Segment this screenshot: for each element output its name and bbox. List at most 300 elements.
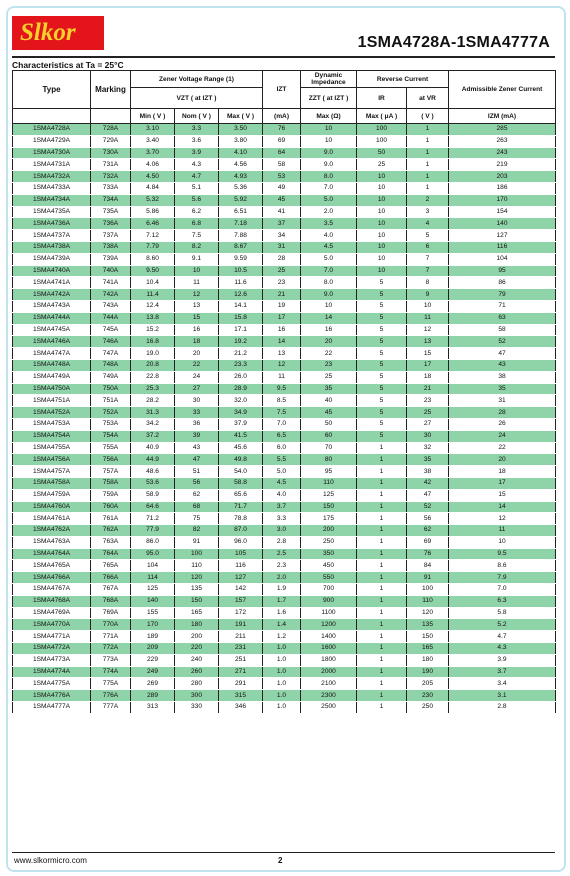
table-cell: 220 (175, 643, 219, 655)
table-cell: 1SMA4754A (13, 430, 91, 442)
table-row (13, 477, 556, 489)
table-cell: 1 (407, 182, 449, 194)
table-cell: 5.1 (175, 182, 219, 194)
table-cell: 738A (91, 241, 131, 253)
table-cell: 41 (263, 206, 301, 218)
table-row (13, 383, 556, 395)
table-cell: 110 (175, 560, 219, 572)
table-cell: 80 (301, 454, 357, 466)
table-cell: 205 (407, 678, 449, 690)
table-cell: 21 (263, 289, 301, 301)
table-cell: 315 (219, 690, 263, 702)
table-row (13, 595, 556, 607)
table-row (13, 489, 556, 501)
table-cell: 26.0 (219, 371, 263, 383)
table-cell: 1SMA4776A (13, 690, 91, 702)
table-cell: 175 (301, 513, 357, 525)
table-cell: 28.2 (131, 395, 175, 407)
table-row (13, 159, 556, 171)
table-cell: 2500 (301, 702, 357, 714)
table-cell: 31.3 (131, 407, 175, 419)
table-cell: 10 (357, 171, 407, 183)
unit-izm: IZM (mA) (449, 109, 556, 124)
table-cell: 45 (301, 407, 357, 419)
table-cell: 7.0 (449, 584, 556, 596)
col-izt: IZT (263, 71, 301, 109)
table-cell: 200 (175, 631, 219, 643)
table-cell: 754A (91, 430, 131, 442)
table-cell: 1SMA4764A (13, 548, 91, 560)
table-cell: 753A (91, 418, 131, 430)
table-cell: 64 (263, 147, 301, 159)
table-cell: 765A (91, 560, 131, 572)
table-cell: 35 (407, 454, 449, 466)
table-cell: 1SMA4747A (13, 348, 91, 360)
table-cell: 6.46 (131, 218, 175, 230)
table-cell: 1SMA4742A (13, 289, 91, 301)
table-cell: 1SMA4750A (13, 383, 91, 395)
table-cell: 71 (449, 300, 556, 312)
table-cell: 50 (357, 147, 407, 159)
table-cell: 11 (449, 525, 556, 537)
table-cell: 7.79 (131, 241, 175, 253)
table-cell: 3.9 (449, 654, 556, 666)
table-cell: 110 (407, 595, 449, 607)
table-cell: 3.70 (131, 147, 175, 159)
table-cell: 269 (131, 678, 175, 690)
table-cell: 1SMA4752A (13, 407, 91, 419)
table-cell: 25 (407, 407, 449, 419)
table-cell: 31 (263, 241, 301, 253)
table-cell: 773A (91, 654, 131, 666)
table-cell: 2 (407, 194, 449, 206)
table-cell: 75 (175, 513, 219, 525)
table-cell: 13.8 (131, 312, 175, 324)
table-cell: 769A (91, 607, 131, 619)
table-cell: 191 (219, 619, 263, 631)
table-row (13, 147, 556, 159)
table-cell: 770A (91, 619, 131, 631)
table-cell: 2.8 (263, 536, 301, 548)
table-cell: 285 (449, 124, 556, 136)
table-cell: 10 (357, 253, 407, 265)
table-cell: 1 (357, 607, 407, 619)
table-cell: 7.88 (219, 230, 263, 242)
table-cell: 76 (263, 124, 301, 136)
table-cell: 1SMA4773A (13, 654, 91, 666)
table-cell: 1SMA4777A (13, 702, 91, 714)
table-cell: 6.5 (263, 430, 301, 442)
table-cell: 64.6 (131, 501, 175, 513)
table-cell: 105 (219, 548, 263, 560)
table-cell: 280 (175, 678, 219, 690)
table-cell: 776A (91, 690, 131, 702)
table-cell: 25 (263, 265, 301, 277)
table-cell: 62 (407, 525, 449, 537)
table-cell: 25 (357, 159, 407, 171)
table-row (13, 678, 556, 690)
table-cell: 728A (91, 124, 131, 136)
table-cell: 41.5 (219, 430, 263, 442)
table-cell: 23.3 (219, 359, 263, 371)
table-cell: 1200 (301, 619, 357, 631)
table-cell: 165 (175, 607, 219, 619)
table-cell: 34.9 (219, 407, 263, 419)
table-cell: 26 (449, 418, 556, 430)
table-cell: 76 (407, 548, 449, 560)
table-cell: 1 (357, 513, 407, 525)
table-cell: 300 (175, 690, 219, 702)
table-cell: 4.93 (219, 171, 263, 183)
table-cell: 1 (357, 536, 407, 548)
table-row (13, 525, 556, 537)
table-cell: 100 (175, 548, 219, 560)
table-cell: 17 (449, 477, 556, 489)
table-cell: 53.6 (131, 477, 175, 489)
table-cell: 1SMA4740A (13, 265, 91, 277)
table-cell: 1SMA4731A (13, 159, 91, 171)
table-cell: 747A (91, 348, 131, 360)
table-cell: 28 (263, 253, 301, 265)
table-cell: 4.0 (301, 230, 357, 242)
table-cell: 1SMA4748A (13, 359, 91, 371)
table-cell: 3.7 (263, 501, 301, 513)
table-cell: 56 (175, 477, 219, 489)
table-cell: 4.84 (131, 182, 175, 194)
table-row (13, 241, 556, 253)
table-cell: 10 (357, 218, 407, 230)
table-cell: 8.0 (301, 277, 357, 289)
table-cell: 65.6 (219, 489, 263, 501)
table-cell: 1 (357, 525, 407, 537)
table-cell: 17.1 (219, 324, 263, 336)
table-row (13, 501, 556, 513)
table-row (13, 336, 556, 348)
page-header (12, 16, 550, 56)
table-cell: 135 (407, 619, 449, 631)
table-cell: 745A (91, 324, 131, 336)
table-cell: 189 (131, 631, 175, 643)
table-cell: 10 (449, 536, 556, 548)
table-row (13, 654, 556, 666)
table-cell: 9.59 (219, 253, 263, 265)
table-cell: 20 (301, 336, 357, 348)
table-cell: 127 (449, 230, 556, 242)
table-cell: 140 (131, 595, 175, 607)
table-row (13, 324, 556, 336)
table-cell: 135 (175, 584, 219, 596)
table-cell: 43 (449, 359, 556, 371)
table-cell: 755A (91, 442, 131, 454)
table-cell: 8.60 (131, 253, 175, 265)
table-cell: 1 (407, 135, 449, 147)
table-cell: 1SMA4746A (13, 336, 91, 348)
table-cell: 2.0 (263, 572, 301, 584)
table-cell: 11 (407, 312, 449, 324)
table-cell: 1 (357, 654, 407, 666)
table-cell: 28.9 (219, 383, 263, 395)
table-cell: 5 (357, 371, 407, 383)
table-cell: 1400 (301, 631, 357, 643)
table-cell: 1 (357, 666, 407, 678)
table-row (13, 466, 556, 478)
table-cell: 7.0 (301, 182, 357, 194)
table-cell: 170 (131, 619, 175, 631)
table-row (13, 312, 556, 324)
table-cell: 8.5 (263, 395, 301, 407)
table-cell: 1SMA4761A (13, 513, 91, 525)
table-cell: 1SMA4735A (13, 206, 91, 218)
table-cell: 7 (407, 265, 449, 277)
table-cell: 1.7 (263, 595, 301, 607)
table-row (13, 300, 556, 312)
table-cell: 38 (449, 371, 556, 383)
table-cell: 100 (357, 124, 407, 136)
table-cell: 763A (91, 536, 131, 548)
table-cell: 16.8 (131, 336, 175, 348)
table-cell: 10 (301, 300, 357, 312)
table-cell: 14 (449, 501, 556, 513)
table-cell: 5 (357, 324, 407, 336)
table-cell: 172 (219, 607, 263, 619)
table-row (13, 702, 556, 714)
table-cell: 12 (175, 289, 219, 301)
table-cell: 3.80 (219, 135, 263, 147)
unit-type-blank (13, 109, 91, 124)
col-at-vr: at VR (407, 88, 449, 109)
table-cell: 3.50 (219, 124, 263, 136)
table-cell: 30 (407, 430, 449, 442)
col-marking: Marking (91, 71, 131, 109)
table-cell: 1800 (301, 654, 357, 666)
unit-nom: Nom ( V ) (175, 109, 219, 124)
table-cell: 77.9 (131, 525, 175, 537)
table-cell: 330 (175, 702, 219, 714)
table-cell: 22 (301, 348, 357, 360)
table-cell: 9.0 (301, 289, 357, 301)
table-cell: 190 (407, 666, 449, 678)
table-cell: 757A (91, 466, 131, 478)
table-cell: 125 (301, 489, 357, 501)
table-cell: 7.9 (449, 572, 556, 584)
table-cell: 6.51 (219, 206, 263, 218)
table-cell: 8.6 (449, 560, 556, 572)
table-row (13, 619, 556, 631)
table-cell: 165 (407, 643, 449, 655)
table-cell: 71.2 (131, 513, 175, 525)
table-cell: 4 (407, 218, 449, 230)
unit-marking-blank (91, 109, 131, 124)
table-cell: 58.9 (131, 489, 175, 501)
table-row (13, 230, 556, 242)
table-cell: 4.56 (219, 159, 263, 171)
table-cell: 45.6 (219, 442, 263, 454)
table-cell: 28 (449, 407, 556, 419)
table-cell: 203 (449, 171, 556, 183)
table-row (13, 206, 556, 218)
table-cell: 11 (175, 277, 219, 289)
table-cell: 758A (91, 477, 131, 489)
table-cell: 1SMA4728A (13, 124, 91, 136)
table-cell: 291 (219, 678, 263, 690)
table-cell: 33 (175, 407, 219, 419)
table-cell: 70 (301, 442, 357, 454)
table-cell: 1SMA4762A (13, 525, 91, 537)
table-cell: 1.9 (263, 584, 301, 596)
table-cell: 7.5 (263, 407, 301, 419)
table-cell: 1 (357, 560, 407, 572)
table-cell: 2100 (301, 678, 357, 690)
table-cell: 3.4 (449, 678, 556, 690)
table-cell: 1 (357, 548, 407, 560)
table-cell: 34.2 (131, 418, 175, 430)
footer-rule (12, 852, 555, 853)
table-cell: 1SMA4753A (13, 418, 91, 430)
table-cell: 1 (407, 124, 449, 136)
table-cell: 19.2 (219, 336, 263, 348)
table-cell: 19 (263, 300, 301, 312)
table-cell: 10 (357, 206, 407, 218)
table-cell: 243 (449, 147, 556, 159)
table-cell: 20 (175, 348, 219, 360)
table-cell: 10 (357, 182, 407, 194)
table-cell: 3.0 (263, 525, 301, 537)
table-cell: 10 (357, 230, 407, 242)
table-row (13, 454, 556, 466)
table-row (13, 277, 556, 289)
table-cell: 772A (91, 643, 131, 655)
table-cell: 5.0 (301, 253, 357, 265)
table-cell: 5 (357, 383, 407, 395)
table-cell: 1SMA4736A (13, 218, 91, 230)
table-cell: 23 (301, 359, 357, 371)
table-cell: 1SMA4756A (13, 454, 91, 466)
table-cell: 100 (407, 584, 449, 596)
table-cell: 1SMA4733A (13, 182, 91, 194)
table-row (13, 643, 556, 655)
table-cell: 35 (301, 383, 357, 395)
table-cell: 5.32 (131, 194, 175, 206)
table-cell: 9 (407, 289, 449, 301)
table-cell: 9.1 (175, 253, 219, 265)
col-dynamic-group: Dynamic Impedance (301, 71, 357, 88)
table-cell: 1.2 (263, 631, 301, 643)
table-cell: 313 (131, 702, 175, 714)
table-cell: 1SMA4743A (13, 300, 91, 312)
table-cell: 4.06 (131, 159, 175, 171)
table-cell: 60 (301, 430, 357, 442)
table-cell: 5 (357, 348, 407, 360)
table-cell: 2.3 (263, 560, 301, 572)
table-cell: 759A (91, 489, 131, 501)
table-row (13, 218, 556, 230)
table-cell: 140 (449, 218, 556, 230)
table-cell: 8.67 (219, 241, 263, 253)
table-cell: 127 (219, 572, 263, 584)
table-cell: 42 (407, 477, 449, 489)
table-cell: 4.0 (263, 489, 301, 501)
table-cell: 10 (175, 265, 219, 277)
table-cell: 5.86 (131, 206, 175, 218)
table-cell: 27 (407, 418, 449, 430)
table-cell: 739A (91, 253, 131, 265)
table-cell: 5 (357, 395, 407, 407)
table-cell: 5 (357, 336, 407, 348)
table-row (13, 572, 556, 584)
table-cell: 1 (407, 159, 449, 171)
table-cell: 5 (357, 418, 407, 430)
table-cell: 45 (263, 194, 301, 206)
table-cell: 12 (449, 513, 556, 525)
table-cell: 5.2 (449, 619, 556, 631)
col-reverse-group: Reverse Current (357, 71, 449, 88)
table-cell: 746A (91, 336, 131, 348)
table-row (13, 359, 556, 371)
table-cell: 1 (357, 678, 407, 690)
table-cell: 34 (263, 230, 301, 242)
table-cell: 52 (407, 501, 449, 513)
table-cell: 1SMA4741A (13, 277, 91, 289)
table-cell: 550 (301, 572, 357, 584)
table-row (13, 395, 556, 407)
table-row (13, 253, 556, 265)
table-cell: 1.0 (263, 690, 301, 702)
table-cell: 2000 (301, 666, 357, 678)
table-cell: 37 (263, 218, 301, 230)
table-row (13, 265, 556, 277)
table-cell: 777A (91, 702, 131, 714)
table-cell: 37.9 (219, 418, 263, 430)
table-row (13, 430, 556, 442)
table-cell: 150 (301, 501, 357, 513)
table-cell: 6.0 (263, 442, 301, 454)
table-cell: 31 (449, 395, 556, 407)
table-cell: 1 (357, 501, 407, 513)
table-cell: 150 (175, 595, 219, 607)
table-cell: 79 (449, 289, 556, 301)
table-cell: 10 (301, 135, 357, 147)
table-cell: 142 (219, 584, 263, 596)
table-cell: 752A (91, 407, 131, 419)
logo-text: Slkor (20, 19, 76, 46)
table-cell: 740A (91, 265, 131, 277)
table-cell: 47 (449, 348, 556, 360)
unit-min: Min ( V ) (131, 109, 175, 124)
table-cell: 9.0 (301, 159, 357, 171)
table-cell: 69 (263, 135, 301, 147)
table-cell: 20 (449, 454, 556, 466)
table-cell: 1SMA4738A (13, 241, 91, 253)
table-cell: 116 (449, 241, 556, 253)
table-cell: 7.18 (219, 218, 263, 230)
table-cell: 7.12 (131, 230, 175, 242)
table-cell: 15.2 (131, 324, 175, 336)
table-cell: 1SMA4768A (13, 595, 91, 607)
table-cell: 229 (131, 654, 175, 666)
table-cell: 52 (449, 336, 556, 348)
header-rule (12, 56, 555, 58)
table-cell: 25 (301, 371, 357, 383)
table-cell: 762A (91, 525, 131, 537)
table-cell: 900 (301, 595, 357, 607)
table-cell: 95 (301, 466, 357, 478)
table-cell: 47 (407, 489, 449, 501)
table-cell: 771A (91, 631, 131, 643)
table-cell: 186 (449, 182, 556, 194)
table-cell: 9.0 (301, 147, 357, 159)
table-cell: 87.0 (219, 525, 263, 537)
table-cell: 1SMA4767A (13, 584, 91, 596)
